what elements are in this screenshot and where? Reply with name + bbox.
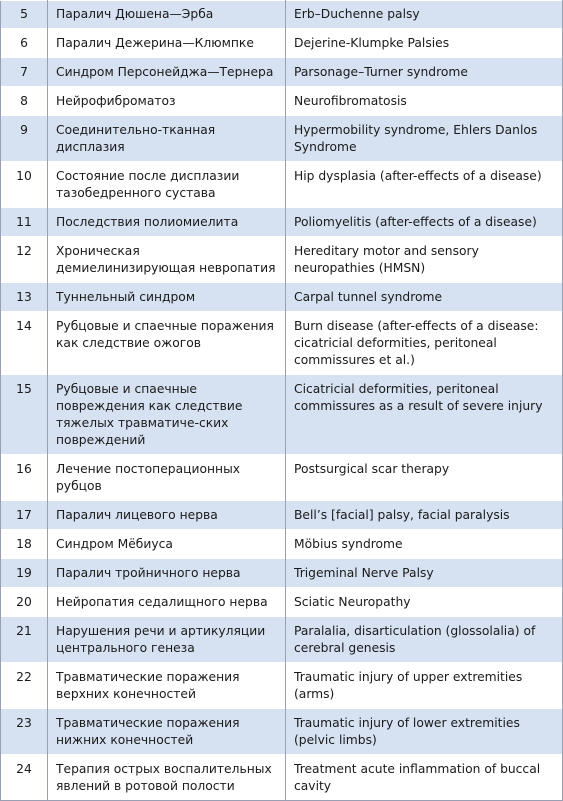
table-row [1,58,563,87]
russian-term: Состояние после дисплазии тазобедренного сустава [48,162,286,208]
table-row [1,709,563,755]
russian-term: Рубцовые и спаечные поражения как следствие ожогов [48,312,286,375]
english-term: Postsurgical scar therapy [286,455,563,501]
english-term: Cicatricial deformities, peritoneal commissures as a result of severe injury [286,375,563,455]
russian-term: Синдром Мёбиуса [48,530,286,559]
table-row [1,312,563,375]
russian-term: Соединительно-тканная дисплазия [48,116,286,162]
russian-term: Травматические поражения нижних конечностей [48,709,286,755]
english-term: Hip dysplasia (after-effects of a disease) [286,162,563,208]
english-term: Trigeminal Nerve Palsy [286,559,563,588]
row-number: 24 [1,755,48,801]
table-row [1,87,563,116]
row-number: 20 [1,588,48,617]
row-number: 23 [1,709,48,755]
table-row [1,617,563,663]
russian-term: Синдром Персонейджа—Тернера [48,58,286,87]
row-number: 21 [1,617,48,663]
russian-term: Последствия полиомиелита [48,208,286,237]
english-term: Dejerine-Klumpke Palsies [286,29,563,58]
english-term: Traumatic injury of lower extremities (pelvic limbs) [286,709,563,755]
table-row [1,1,563,29]
russian-term: Паралич Дюшена—Эрба [48,1,286,29]
table-row [1,559,563,588]
row-number: 5 [1,1,48,29]
row-number: 13 [1,283,48,312]
english-term: Carpal tunnel syndrome [286,283,563,312]
row-number: 12 [1,237,48,283]
table-row [1,588,563,617]
russian-term: Нейрофиброматоз [48,87,286,116]
row-number: 7 [1,58,48,87]
row-number: 18 [1,530,48,559]
row-number: 19 [1,559,48,588]
english-term: Paralalia, disarticulation (glossolalia) of cerebral genesis [286,617,563,663]
row-number: 14 [1,312,48,375]
russian-term: Нейропатия седалищного нерва [48,588,286,617]
russian-term: Нарушения речи и артикуляции центрального генеза [48,617,286,663]
row-number: 16 [1,455,48,501]
row-number: 6 [1,29,48,58]
russian-term: Лечение постоперационных рубцов [48,455,286,501]
row-number: 17 [1,501,48,530]
russian-term: Паралич лицевого нерва [48,501,286,530]
table-row [1,530,563,559]
table-body [1,1,563,801]
russian-term: Хроническая демиелинизирующая невропатия [48,237,286,283]
row-number: 8 [1,87,48,116]
english-term: Burn disease (after-effects of a disease: cicatricial deformities, peritoneal commissures et al.) [286,312,563,375]
russian-term: Паралич тройничного нерва [48,559,286,588]
row-number: 10 [1,162,48,208]
english-term: Treatment acute inflammation of buccal cavity [286,755,563,801]
english-term: Möbius syndrome [286,530,563,559]
table-row [1,116,563,162]
english-term: Traumatic injury of upper extremities (arms) [286,663,563,709]
table-row [1,663,563,709]
english-term: Poliomyelitis (after-effects of a disease) [286,208,563,237]
table-row [1,455,563,501]
russian-term: Травматические поражения верхних конечностей [48,663,286,709]
english-term: Erb–Duchenne palsy [286,1,563,29]
table-row [1,162,563,208]
table-row [1,237,563,283]
table-row [1,29,563,58]
row-number: 9 [1,116,48,162]
russian-term: Рубцовые и спаечные повреждения как следствие тяжелых травматиче-ских повреждений [48,375,286,455]
russian-term: Паралич Дежерина—Клюмпке [48,29,286,58]
english-term: Hereditary motor and sensory neuropathies (HMSN) [286,237,563,283]
row-number: 15 [1,375,48,455]
english-term: Neurofibromatosis [286,87,563,116]
english-term: Hypermobility syndrome, Ehlers Danlos Syndrome [286,116,563,162]
row-number: 11 [1,208,48,237]
table-row [1,375,563,455]
english-term: Sciatic Neuropathy [286,588,563,617]
table-row [1,755,563,801]
table-row [1,283,563,312]
table-row [1,501,563,530]
russian-term: Терапия острых воспалительных явлений в ротовой полости [48,755,286,801]
russian-term: Туннельный синдром [48,283,286,312]
table-row [1,208,563,237]
english-term: Parsonage–Turner syndrome [286,58,563,87]
english-term: Bell’s [facial] palsy, facial paralysis [286,501,563,530]
row-number: 22 [1,663,48,709]
